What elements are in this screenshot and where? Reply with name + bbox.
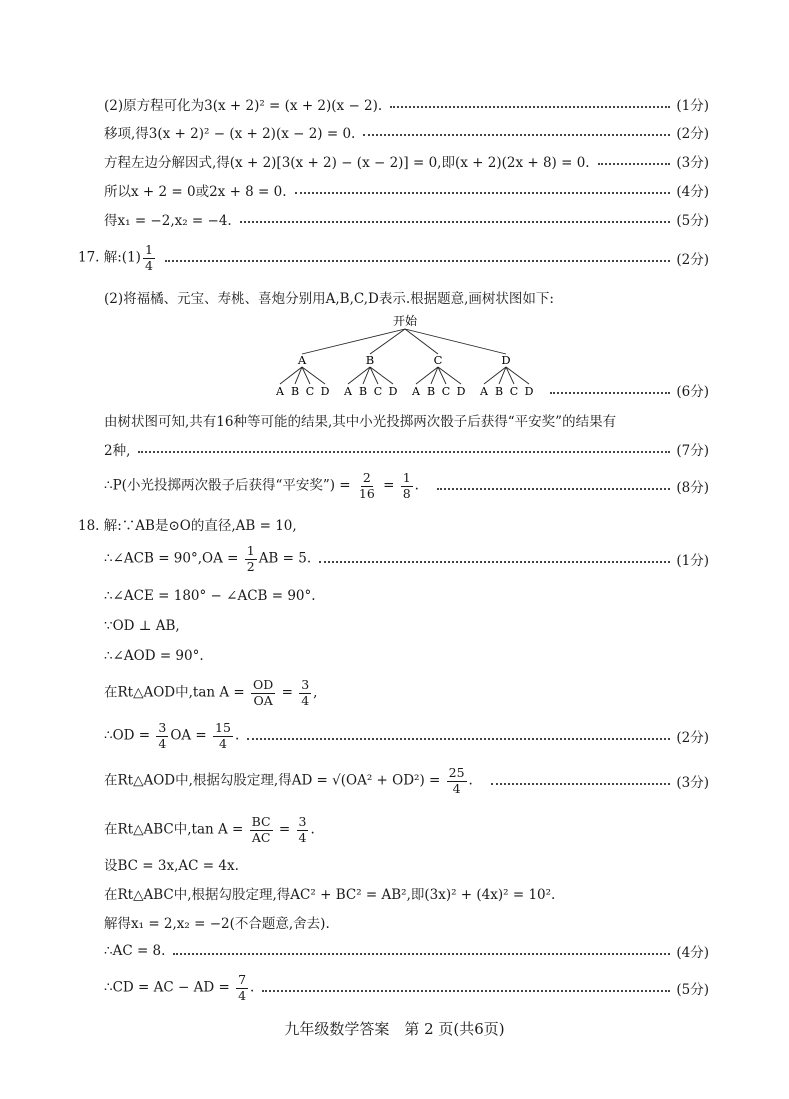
fraction: $\frac{15}{4}$: [215, 720, 231, 751]
q18-line: ∴∠ACB = 90°,OA = $\frac{1}{2}$ AB = 5. (1分): [104, 543, 709, 574]
solution-line: [104, 121, 709, 143]
solution-line: [104, 208, 709, 230]
score-mark: (2分): [676, 126, 709, 142]
score-mark: (3分): [676, 155, 709, 171]
solution-line: [104, 150, 709, 172]
score-mark: (2分): [676, 252, 709, 268]
q18-line: 解得x₁ = 2,x₂ = −2(不合题意,舍去).: [104, 916, 330, 932]
score-mark: (1分): [676, 553, 709, 569]
probability-tree: [270, 312, 540, 404]
tree-leaf-label: C: [509, 385, 519, 398]
fraction: $\frac{1}{2}$: [246, 543, 255, 574]
solution-line: [104, 179, 709, 201]
square-root: √(OA² + OD²): [332, 772, 425, 789]
score-mark: (4分): [676, 945, 709, 961]
dot-leader: [247, 738, 670, 740]
line-text: 移项,得3(x + 2)² − (x + 2)(x − 2) = 0.: [104, 126, 356, 142]
tree-branch-label: C: [433, 353, 443, 367]
tree-leaf-label: C: [441, 385, 451, 398]
fraction: $\frac{BC}{AC}$: [251, 814, 271, 845]
q17-head: 17. 解:(1) $\frac{1}{4}$: [78, 242, 153, 273]
q18-line: 18. 解:∵AB是⊙O的直径,AB = 10,: [78, 518, 297, 534]
fraction: $\frac{1}{8}$: [402, 470, 411, 501]
q18-line: 设BC = 3x,AC = 4x.: [104, 858, 239, 874]
q17-part1: [78, 244, 709, 272]
q18-line: 在Rt△AOD中,根据勾股定理,得AD = √(OA² + OD²) = $\frac{25}{4}$ . (3分): [104, 765, 709, 796]
tree-leaf-label: B: [358, 385, 368, 398]
tree-leaf-label: D: [456, 385, 466, 398]
q17-result: 2种, (7分): [104, 438, 709, 460]
fraction: $\frac{OD}{OA}$: [253, 677, 274, 708]
dot-leader: [319, 561, 670, 563]
dot-leader: [173, 953, 670, 955]
dot-leader: [550, 392, 670, 394]
tree-root-label: 开始: [392, 314, 418, 328]
dot-leader: [262, 990, 670, 992]
q18-line: 在Rt△AOD中,tan A = $\frac{OD}{OA}$ = $\frac{3}{4}$ ,: [104, 677, 318, 708]
fraction: $\frac{25}{4}$: [448, 765, 465, 796]
q17-intro: (2)将福橘、元宝、寿桃、喜炮分别用A,B,C,D表示.根据题意,画树状图如下:: [104, 291, 554, 307]
q18-line: ∴OD = $\frac{3}{4}$ OA = $\frac{15}{4}$ . (2分): [104, 720, 709, 751]
tree-leaf-label: A: [276, 385, 284, 398]
score-mark: (6分): [676, 384, 709, 400]
tree-leaf-label: D: [524, 385, 534, 398]
q17-probability: ∴P(小光投掷两次骰子后获得“平安奖”) = $\frac{2}{16}$ = $\frac{1}{8}$ . (8分): [104, 470, 709, 501]
q17-result: 由树状图可知,共有16种等可能的结果,其中小光投掷两次骰子后获得“平安奖”的结果有: [104, 414, 617, 430]
score-mark: (1分): [676, 98, 709, 114]
dot-leader: [363, 134, 670, 136]
dot-leader: [491, 783, 671, 785]
fraction: $\frac{3}{4}$: [158, 720, 167, 751]
q18-line: ∴∠ACE = 180° − ∠ACB = 90°.: [104, 588, 316, 604]
q18-line: 在Rt△ABC中,tan A = $\frac{BC}{AC}$ = $\frac{3}{4}$ .: [104, 814, 315, 845]
tree-branch-label: B: [365, 353, 375, 367]
tree-leaf-label: C: [373, 385, 383, 398]
q18-line: ∴AC = 8. (4分): [104, 943, 709, 961]
score-mark: (7分): [676, 443, 709, 459]
q18-line: ∴∠AOD = 90°.: [104, 648, 204, 664]
tree-score-line: [550, 379, 709, 401]
tree-leaf-label: B: [426, 385, 436, 398]
dot-leader: [240, 221, 671, 223]
line-text: (2)原方程可化为3(x + 2)² = (x + 2)(x − 2).: [104, 98, 383, 114]
score-mark: (2分): [676, 730, 709, 746]
fraction: $\frac{1}{4}$: [144, 242, 153, 273]
tree-branch-label: D: [501, 353, 511, 367]
tree-leaf-label: C: [305, 385, 315, 398]
score-mark: (3分): [676, 775, 709, 791]
score-mark: (5分): [676, 213, 709, 229]
tree-leaf-label: A: [344, 385, 352, 398]
tree-leaf-label: A: [480, 385, 488, 398]
q18-line: 在Rt△ABC中,根据勾股定理,得AC² + BC² = AB²,即(3x)² + (4x)² = 10².: [104, 887, 556, 903]
fraction: $\frac{2}{16}$: [358, 470, 375, 501]
page-footer: 九年级数学答案 第 2 页(共6页): [284, 1020, 505, 1038]
fraction: $\frac{3}{4}$: [298, 814, 307, 845]
q18-line: ∵OD ⊥ AB,: [104, 618, 180, 634]
dot-leader: [138, 451, 670, 453]
tree-leaf-label: B: [290, 385, 300, 398]
dot-leader: [295, 192, 671, 194]
q18-line: ∴CD = AC − AD = $\frac{7}{4}$ . (5分): [104, 972, 709, 1003]
tree-leaf-label: D: [388, 385, 398, 398]
fraction: $\frac{7}{4}$: [238, 972, 247, 1003]
tree-branch-label: A: [297, 353, 307, 367]
tree-leaf-label: B: [494, 385, 504, 398]
line-text: 所以x + 2 = 0或2x + 8 = 0.: [104, 184, 287, 200]
line-text: 得x₁ = −2,x₂ = −4.: [104, 213, 232, 229]
score-mark: (8分): [676, 480, 709, 496]
fraction: $\frac{3}{4}$: [301, 677, 310, 708]
tree-leaf-label: D: [320, 385, 330, 398]
dot-leader: [390, 106, 670, 108]
dot-leader: [598, 163, 671, 165]
dot-leader: [437, 488, 670, 490]
dot-leader: [165, 260, 670, 262]
line-text: 方程左边分解因式,得(x + 2)[3(x + 2) − (x − 2)] = 0,即(x + 2)(2x + 8) = 0.: [104, 155, 590, 171]
score-mark: (5分): [676, 982, 709, 998]
tree-leaf-label: A: [412, 385, 420, 398]
score-mark: (4分): [676, 184, 709, 200]
solution-line: [104, 93, 709, 115]
